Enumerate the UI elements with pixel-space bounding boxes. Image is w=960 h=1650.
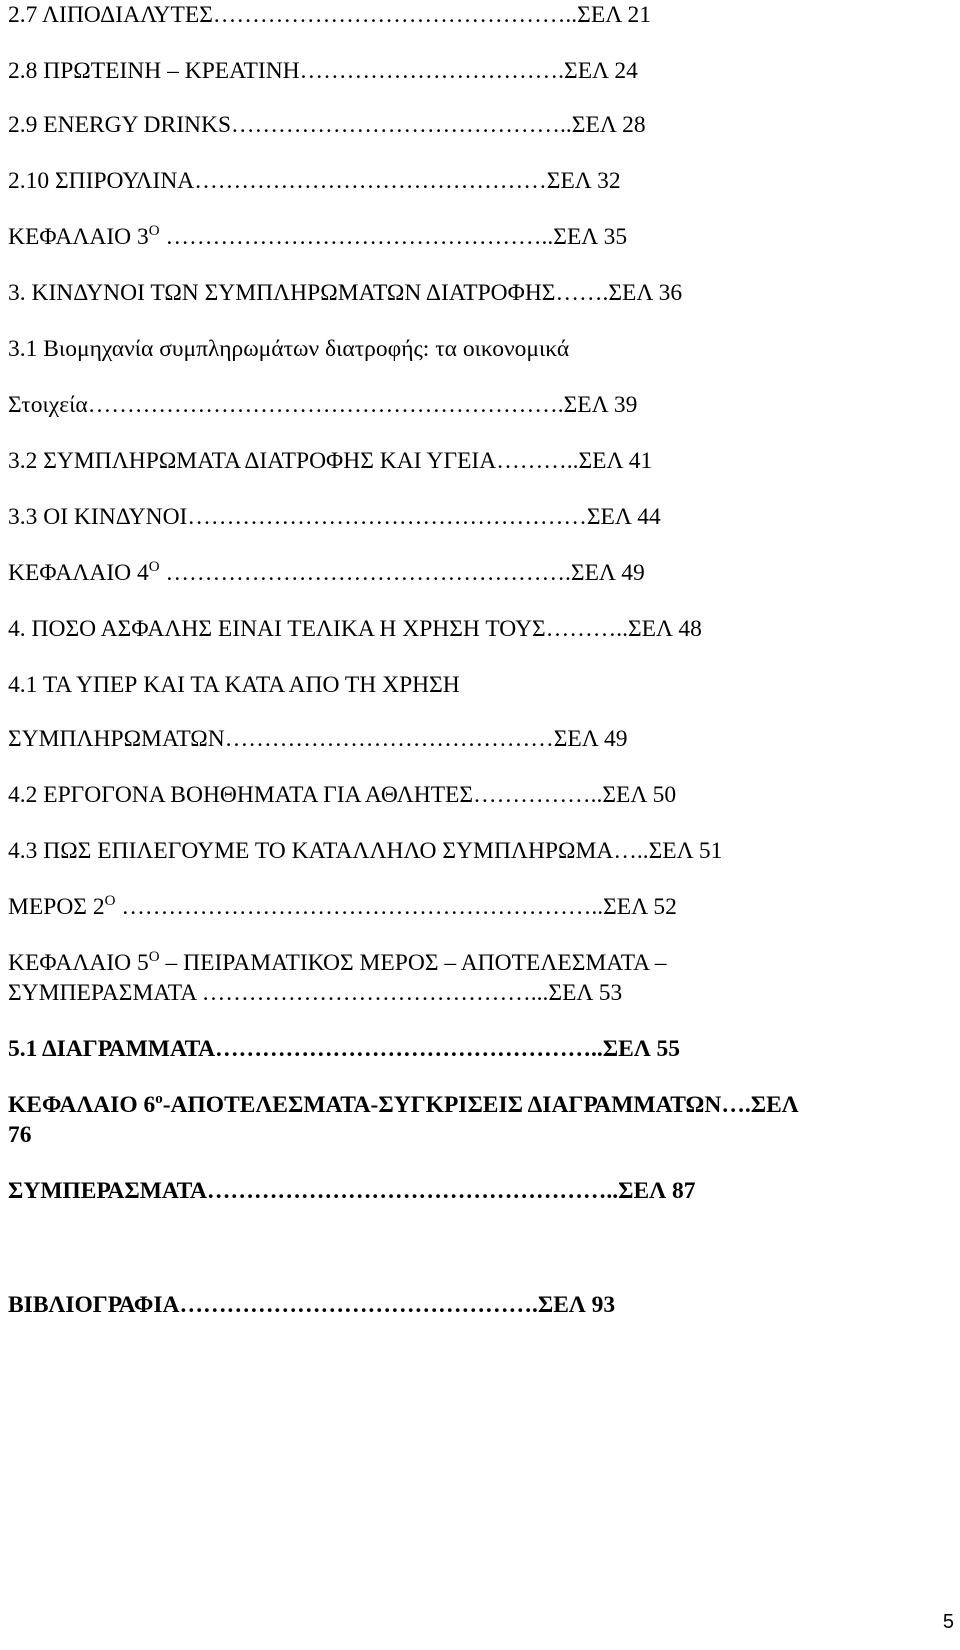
toc-entry xyxy=(8,222,627,252)
toc-entry xyxy=(8,166,621,196)
toc-entry-text: 3.1 Βιομηχανία συμπληρωμάτων διατροφής: τα οικονομικά xyxy=(8,336,570,362)
toc-entry-text: 5.1 ΔΙΑΓΡΑΜΜΑΤΑ…………………………………………..ΣΕΛ 55 xyxy=(8,1036,681,1062)
toc-entry-text: Στοιχεία…………………………………………………….ΣΕΛ 39 xyxy=(8,392,638,418)
toc-entry xyxy=(8,558,645,588)
toc-entry-text: ΚΕΦΑΛΑΙΟ 5 xyxy=(8,950,149,976)
toc-entry-text: ΒΙΒΛΙΟΓΡΑΦΙΑ……………………………………….ΣΕΛ 93 xyxy=(8,1292,616,1318)
toc-entry xyxy=(8,0,651,30)
toc-entry xyxy=(8,978,622,1008)
toc-entry xyxy=(8,724,628,754)
toc-entry-text: ΚΕΦΑΛΑΙΟ 6 xyxy=(8,1092,156,1118)
toc-entry xyxy=(8,1176,695,1206)
toc-entry-page-ref: …………………………………………..ΣΕΛ 35 xyxy=(159,224,628,250)
toc-entry xyxy=(8,1034,680,1064)
toc-entry-text: 4. ΠΟΣΟ ΑΣΦΑΛΗΣ ΕΙΝΑΙ ΤΕΛΙΚΑ Η ΧΡΗΣΗ ΤΟΥΣ………..ΣΕΛ 48 xyxy=(8,616,702,642)
toc-entry-text: ΣΥΜΠΕΡΑΣΜΑΤΑ……………………………………………..ΣΕΛ 87 xyxy=(8,1178,696,1204)
toc-entry xyxy=(8,56,638,86)
toc-entry-text: ΣΥΜΠΛΗΡΩΜΑΤΩΝ……………………………………ΣΕΛ 49 xyxy=(8,726,628,752)
toc-entry xyxy=(8,614,702,644)
toc-entry xyxy=(8,892,677,922)
ordinal-superscript: O xyxy=(104,893,116,909)
toc-entry-page-ref: -ΑΠΟΤΕΛΕΣΜΑΤΑ-ΣΥΓΚΡΙΣΕΙΣ ΔΙΑΓΡΑΜΜΑΤΩΝ….ΣΕΛ xyxy=(162,1092,799,1118)
toc-entry-text: 2.7 ΛΙΠΟΔΙΑΛΥΤΕΣ………………………………………..ΣΕΛ 21 xyxy=(8,2,652,28)
toc-entry xyxy=(8,1090,799,1120)
toc-entry-text: 4.2 ΕΡΓΟΓΟΝΑ ΒΟΗΘΗΜΑΤΑ ΓΙΑ ΑΘΛΗΤΕΣ……………..ΣΕΛ 50 xyxy=(8,782,677,808)
toc-entry-text: 3.3 ΟΙ ΚΙΝΔΥΝΟΙ……………………………………………ΣΕΛ 44 xyxy=(8,504,661,530)
toc-entry xyxy=(8,948,666,978)
toc-entry-text: ΚΕΦΑΛΑΙΟ 3 xyxy=(8,224,149,250)
toc-entry-text: 76 xyxy=(8,1122,32,1148)
toc-entry-text: ΣΥΜΠΕΡΑΣΜΑΤΑ ……………………………………...ΣΕΛ 53 xyxy=(8,980,623,1006)
toc-entry-text: 4.1 ΤΑ ΥΠΕΡ ΚΑΙ ΤΑ ΚΑΤΑ ΑΠΟ ΤΗ ΧΡΗΣΗ xyxy=(8,672,460,698)
toc-entry-page-ref: …………………………………………….ΣΕΛ 49 xyxy=(159,560,645,586)
toc-entry-page-ref: ……………………………………………………..ΣΕΛ 52 xyxy=(115,894,677,920)
toc-entry-text: ΜΕΡΟΣ 2 xyxy=(8,894,105,920)
ordinal-superscript: O xyxy=(148,223,160,239)
toc-entry-text: 2.9 ENERGY DRINKS……………………………………..ΣΕΛ 28 xyxy=(8,112,646,138)
toc-entry xyxy=(8,334,569,364)
toc-entry xyxy=(8,446,652,476)
toc-entry xyxy=(8,502,661,532)
page-number: 5 xyxy=(942,1611,954,1633)
ordinal-superscript: O xyxy=(148,949,160,965)
toc-entry xyxy=(8,836,722,866)
ordinal-superscript: ο xyxy=(155,1091,163,1107)
toc-entry xyxy=(8,780,676,810)
toc-entry xyxy=(8,390,637,420)
toc-entry xyxy=(8,1120,32,1150)
toc-entry xyxy=(8,1290,615,1320)
toc-entry xyxy=(8,110,646,140)
toc-entry-text: 4.3 ΠΩΣ ΕΠΙΛΕΓΟΥΜΕ ΤΟ ΚΑΤΑΛΛΗΛΟ ΣΥΜΠΛΗΡΩΜΑ…..ΣΕΛ 51 xyxy=(8,838,723,864)
toc-entry-page-ref: – ΠΕΙΡΑΜΑΤΙΚΟΣ ΜΕΡΟΣ – ΑΠΟΤΕΛΕΣΜΑΤΑ – xyxy=(159,950,667,976)
toc-entry-text: 3. ΚΙΝΔΥΝΟΙ ΤΩΝ ΣΥΜΠΛΗΡΩΜΑΤΩΝ ΔΙΑΤΡΟΦΗΣ…….ΣΕΛ 36 xyxy=(8,280,683,306)
toc-entry-text: 2.10 ΣΠΙΡΟΥΛΙΝΑ………………………………………ΣΕΛ 32 xyxy=(8,168,621,194)
toc-entry-text: 2.8 ΠΡΩΤΕΙΝΗ – ΚΡΕΑΤΙΝΗ…………………………….ΣΕΛ 24 xyxy=(8,58,638,84)
toc-entry-text: 3.2 ΣΥΜΠΛΗΡΩΜΑΤΑ ΔΙΑΤΡΟΦΗΣ ΚΑΙ ΥΓΕΙΑ………..ΣΕΛ 41 xyxy=(8,448,653,474)
toc-entry xyxy=(8,670,460,700)
toc-entry-text: ΚΕΦΑΛΑΙΟ 4 xyxy=(8,560,149,586)
ordinal-superscript: O xyxy=(148,559,160,575)
toc-entry xyxy=(8,278,682,308)
